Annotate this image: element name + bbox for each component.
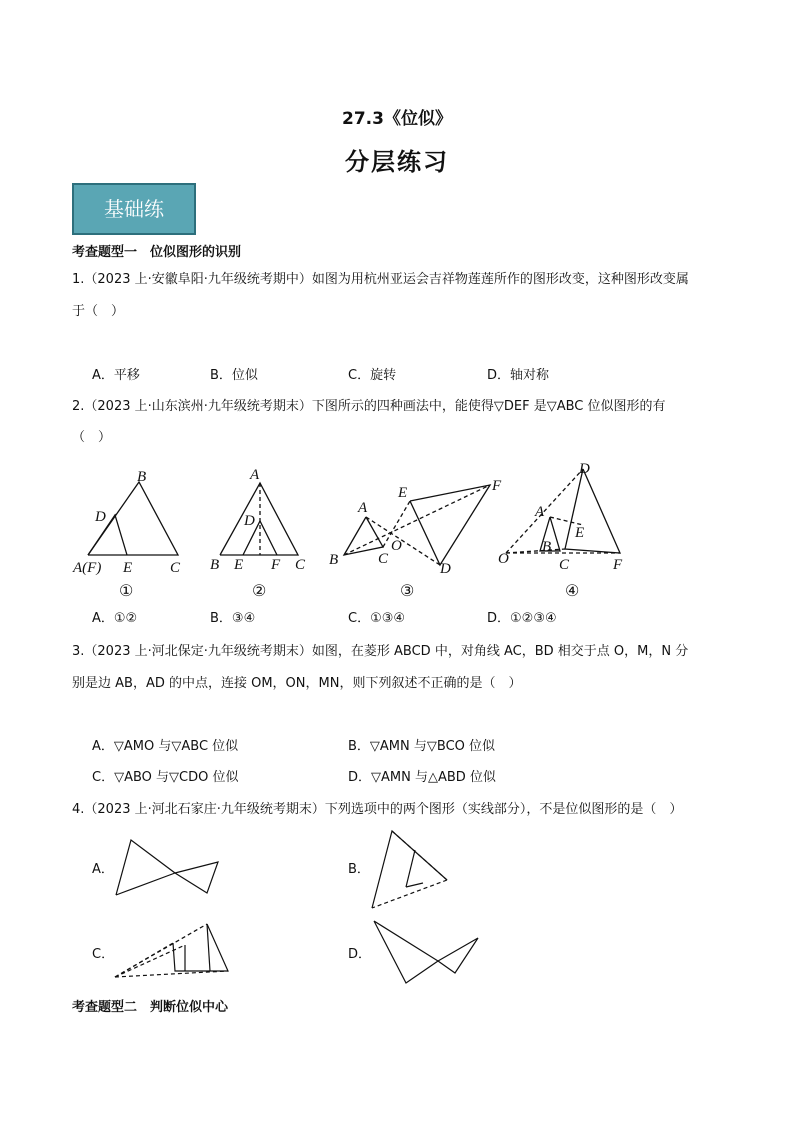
f1-label-b: B: [137, 469, 147, 485]
fig1-number: ①: [119, 583, 134, 600]
f3-label-b: B: [329, 552, 339, 568]
section-heading-2: 考查题型二 判断位似中心: [72, 1000, 229, 1015]
fig1-triangle-def: [88, 515, 127, 555]
f2-label-b: B: [210, 557, 220, 573]
f3-label-e: E: [398, 485, 408, 501]
question-4-figures: [0, 825, 794, 990]
question-3-text: 3.（2023 上·河北保定·九年级统考期末）如图，在菱形 ABCD 中，对角线 AC，BD 相交于点 O，M，N 分: [72, 644, 689, 659]
q2-option-a: A．①②: [92, 611, 138, 626]
f3-label-c: C: [378, 551, 389, 567]
q4-option-d: D．: [348, 947, 372, 962]
f2-label-f: F: [271, 557, 281, 573]
q4d-triangle-1: [374, 921, 438, 983]
f4-label-e: E: [575, 525, 585, 541]
f1-label-c: C: [170, 560, 181, 576]
q4-option-c: C．: [92, 947, 115, 962]
q4c-solid: [173, 924, 228, 971]
question-3-text-cont: 别是边 AB，AD 的中点，连接 OM，ON，MN，则下列叙述不正确的是（ ）: [72, 676, 522, 691]
fig4-number: ④: [565, 583, 580, 600]
f4-label-d: D: [579, 461, 590, 477]
fig3-number: ③: [400, 583, 415, 600]
f3-label-f: F: [492, 478, 502, 494]
f2-label-c: C: [295, 557, 306, 573]
question-1-text: 1.（2023 上·安徽阜阳·九年级统考期中）如图为用杭州亚运会吉祥物莲莲所作的图形改变，这种图形改变属: [72, 272, 689, 287]
f4-label-o: O: [498, 551, 509, 567]
page-title: 27.3《位似》: [342, 109, 452, 129]
q2-option-d: D．①②③④: [487, 611, 557, 626]
fig4-triangle-def: [565, 469, 620, 553]
q1-option-c: C．旋转: [348, 368, 397, 383]
q1-option-a: A．平移: [92, 368, 140, 383]
q2-option-c: C．①③④: [348, 611, 406, 626]
fig2-triangle-abc: [220, 483, 298, 555]
q1-option-d: D．轴对称: [487, 368, 550, 383]
question-2-figures: [0, 455, 794, 605]
f1-label-e: E: [123, 560, 133, 576]
f2-label-a: A: [250, 467, 260, 483]
q3-option-d: D．▽AMN 与△ABD 位似: [348, 770, 496, 785]
q4a-large-triangle: [116, 840, 175, 895]
section-heading-1: 考查题型一 位似图形的识别: [72, 245, 242, 260]
f4-label-b: B: [542, 539, 552, 555]
f4-label-f: F: [613, 557, 623, 573]
q1-option-b: B．位似: [210, 368, 258, 383]
question-2-text: 2.（2023 上·山东滨州·九年级统考期末）下图所示的四种画法中，能使得▽DEF 是▽ABC 位似图形的有: [72, 399, 666, 414]
q4a-small-triangle: [175, 862, 218, 893]
fig2-number: ②: [252, 583, 267, 600]
f3-label-a: A: [358, 500, 368, 516]
f1-label-d: D: [95, 509, 106, 525]
q3-option-a: A．▽AMO 与▽ABC 位似: [92, 739, 239, 754]
q4d-triangle-2: [438, 938, 478, 973]
q2-option-b: B．③④: [210, 611, 256, 626]
f2-label-d: D: [244, 513, 255, 529]
q4-option-b: B．: [348, 862, 370, 877]
fig3-triangle-abc: [344, 517, 383, 555]
q3-option-c: C．▽ABO 与▽CDO 位似: [92, 770, 239, 785]
question-2-text-cont: （ ）: [72, 430, 112, 445]
f4-label-c: C: [559, 557, 570, 573]
f3-label-d: D: [440, 561, 451, 577]
page-subtitle: 分层练习: [345, 148, 449, 176]
question-4-text: 4.（2023 上·河北石家庄·九年级统考期末）下列选项中的两个图形（实线部分），不是位似图形的是（ ）: [72, 802, 683, 817]
q3-option-b: B．▽AMN 与▽BCO 位似: [348, 739, 496, 754]
q4-option-a: A．: [92, 862, 114, 877]
f1-label-af: A(F): [73, 560, 102, 576]
f2-label-e: E: [234, 557, 244, 573]
f4-label-a: A: [535, 504, 545, 520]
section-badge: 基础练: [72, 183, 196, 235]
question-1-text-cont: 于（ ）: [72, 304, 125, 319]
f3-label-o: O: [391, 538, 402, 554]
